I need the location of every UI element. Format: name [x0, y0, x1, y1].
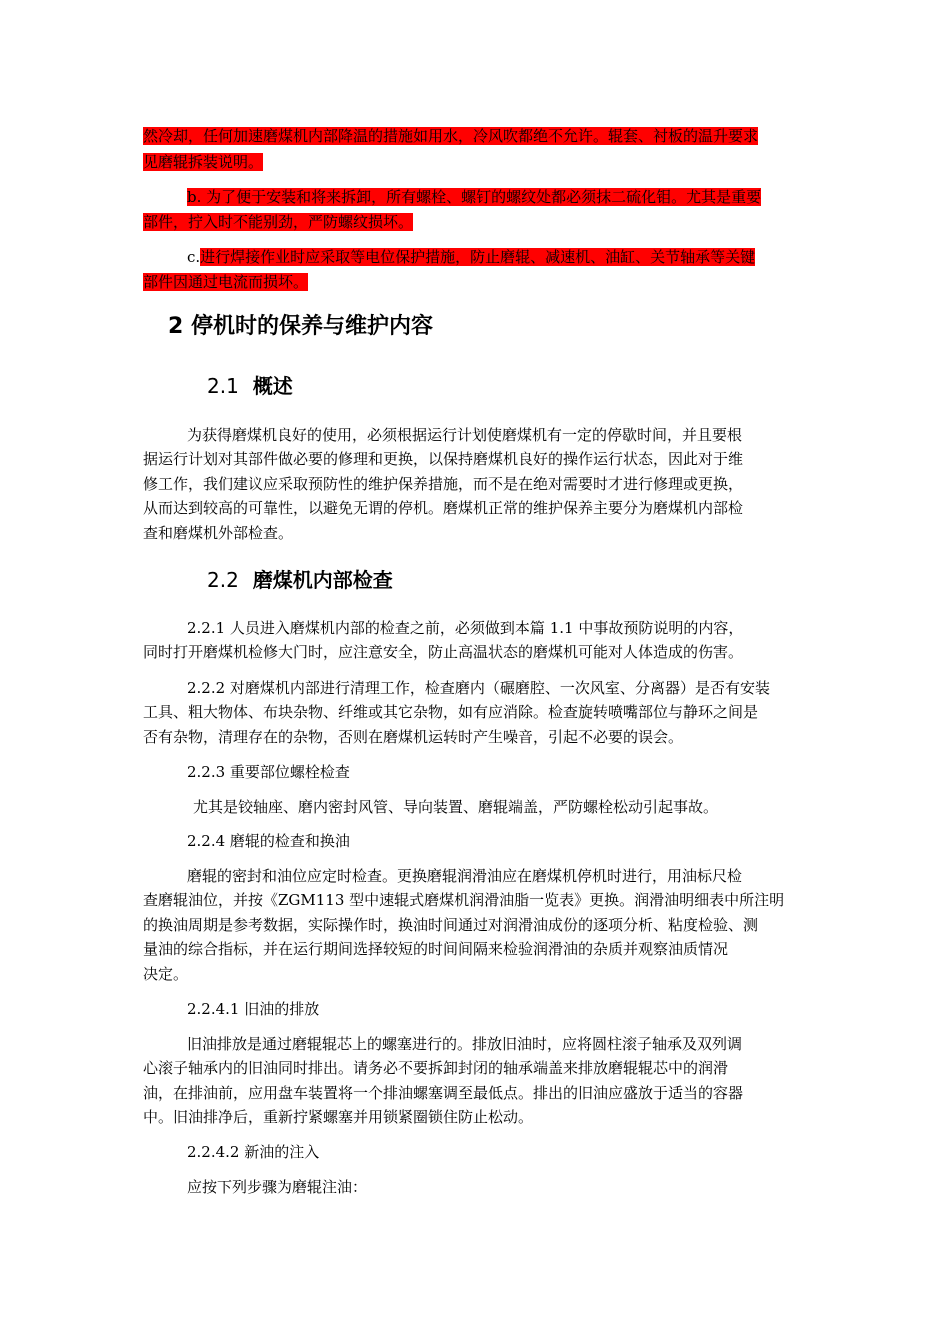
- section-2-1-number: 2.1: [207, 374, 239, 398]
- section-2-2-4-2-heading: 2.2.4.2 新油的注入: [187, 1143, 320, 1161]
- section-2-1-text-line: 查和磨煤机外部检查。: [143, 524, 294, 542]
- section-2-2-4-heading: 2.2.4 磨辊的检查和换油: [187, 832, 350, 850]
- section-2-2-1-text-line: 2.2.1 人员进入磨煤机内部的检查之前，必须做到本篇 1.1 中事故预防说明的内容，: [187, 619, 744, 637]
- section-2-2-3-heading: 2.2.3 重要部位螺栓检查: [187, 763, 350, 781]
- section-2-2-4-text-line: 量油的综合指标，并在运行期间选择较短的时间间隔来检验润滑油的杂质并观察油质情况: [143, 940, 729, 958]
- section-2-2-4-text-line: 查磨辊油位，并按《ZGM113 型中速辊式磨煤机润滑油脂一览表》更换。润滑油明细表中所注明: [143, 891, 785, 909]
- section-2-1-title: 概述: [252, 374, 293, 398]
- section-2-heading: 2 停机时的保养与维护内容: [168, 314, 433, 339]
- section-2-2-number: 2.2: [207, 568, 239, 592]
- paragraph-a-line-1: 然冷却，任何加速磨煤机内部降温的措施如用水，冷风吹都绝不允许。辊套、衬板的温升要求: [143, 127, 759, 145]
- section-2-1-text-line: 据运行计划对其部件做必要的修理和更换，以保持磨煤机良好的操作运行状态，因此对于维: [143, 450, 744, 468]
- paragraph-b-line-1: b. 为了便于安装和将来拆卸，所有螺栓、螺钉的螺纹处都必须抹二硫化钼。尤其是重要: [187, 188, 762, 206]
- section-2-2-heading: [207, 566, 393, 594]
- paragraph-c-prefix: c.: [187, 248, 201, 266]
- section-2-2-4-1-text-line: 旧油排放是通过磨辊辊芯上的螺塞进行的。排放旧油时，应将圆柱滚子轴承及双列调: [187, 1035, 743, 1053]
- section-2-2-2-text-line: 否有杂物，清理存在的杂物，否则在磨煤机运转时产生噪音，引起不必要的误会。: [143, 728, 684, 746]
- section-2-2-2-text-line: 2.2.2 对磨煤机内部进行清理工作，检查磨内（碾磨腔、一次风室、分离器）是否有安装: [187, 679, 770, 697]
- section-2-2-4-2-text: 应按下列步骤为磨辊注油：: [187, 1178, 368, 1196]
- section-2-2-4-1-heading: 2.2.4.1 旧油的排放: [187, 1000, 320, 1018]
- section-2-1-text-line: 从而达到较高的可靠性，以避免无谓的停机。磨煤机正常的维护保养主要分为磨煤机内部检: [143, 499, 744, 517]
- paragraph-b-line-2: 部件，拧入时不能别劲，严防螺纹损坏。: [143, 213, 414, 231]
- section-2-2-1-text-line: 同时打开磨煤机检修大门时，应注意安全，防止高温状态的磨煤机可能对人体造成的伤害。: [143, 643, 744, 661]
- section-2-1-heading: [207, 372, 293, 400]
- section-2-2-2-text-line: 工具、粗大物体、布块杂物、纤维或其它杂物，如有应消除。检查旋转喷嘴部位与静环之间是: [143, 703, 759, 721]
- section-2-2-4-1-text-line: 心滚子轴承内的旧油同时排出。请务必不要拆卸封闭的轴承端盖来排放磨辊辊芯中的润滑: [143, 1059, 729, 1077]
- section-2-1-text-line: 修工作，我们建议应采取预防性的维护保养措施，而不是在绝对需要时才进行修理或更换，: [143, 475, 744, 493]
- section-2-2-4-text-line: 的换油周期是参考数据，实际操作时，换油时间通过对润滑油成份的逐项分析、粘度检验、测: [143, 916, 759, 934]
- paragraph-a-line-2: 见磨辊拆装说明。: [143, 153, 264, 171]
- section-2-2-4-1-text-line: 中。旧油排净后，重新拧紧螺塞并用锁紧圈锁住防止松动。: [143, 1108, 534, 1126]
- section-2-2-4-1-text-line: 油，在排油前，应用盘车装置将一个排油螺塞调至最低点。排出的旧油应盛放于适当的容器: [143, 1084, 744, 1102]
- section-2-2-3-text: 尤其是铰轴座、磨内密封风管、导向装置、磨辊端盖，严防螺栓松动引起事故。: [193, 798, 719, 816]
- section-2-2-4-text-line: 决定。: [143, 965, 189, 983]
- paragraph-c-line-1: c.进行焊接作业时应采取等电位保护措施，防止磨辊、减速机、油缸、关节轴承等关键: [187, 248, 756, 266]
- section-2-2-4-text-line: 磨辊的密封和油位应定时检查。更换磨辊润滑油应在磨煤机停机时进行，用油标尺检: [187, 867, 743, 885]
- paragraph-c-line-2: 部件因通过电流而损坏。: [143, 273, 309, 291]
- section-2-1-text-line: 为获得磨煤机良好的使用，必须根据运行计划使磨煤机有一定的停歇时间，并且要根: [187, 426, 743, 444]
- section-2-2-title: 磨煤机内部检查: [252, 568, 393, 592]
